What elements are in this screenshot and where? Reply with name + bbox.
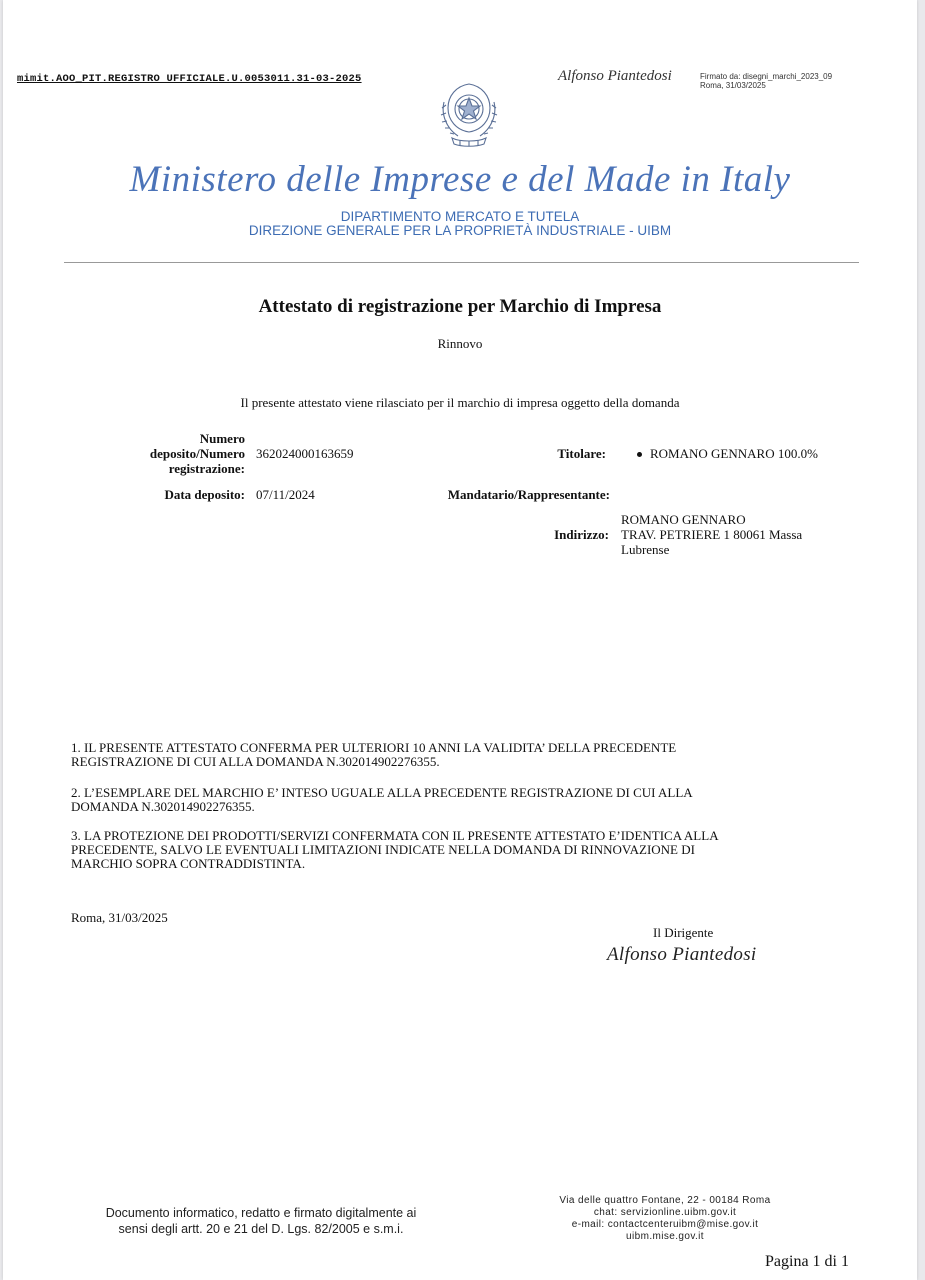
- signed-by-line: Firmato da: disegni_marchi_2023_09: [700, 72, 833, 81]
- titolare-label: Titolare:: [557, 446, 606, 461]
- italian-republic-emblem-icon: [436, 78, 502, 150]
- note-1: [71, 741, 861, 769]
- note-2: [71, 786, 861, 814]
- footer-email: e-mail: contactcenteruibm@mise.gov.it: [571, 1219, 759, 1230]
- bullet-icon: [637, 452, 642, 457]
- note-line: 2. L’ESEMPLARE DEL MARCHIO E’ INTESO UGUALE ALLA PRECEDENTE REGISTRAZIONE DI CUI ALLA: [71, 785, 693, 800]
- footer-contacts: [523, 1195, 807, 1243]
- indirizzo-label: Indirizzo:: [554, 527, 609, 542]
- signed-date-line: Roma, 31/03/2025: [700, 81, 766, 90]
- signature-details: [700, 72, 832, 90]
- footer-line: sensi degli artt. 20 e 21 del D. Lgs. 82/2005 e s.m.i.: [118, 1222, 404, 1236]
- data-deposito-label: Data deposito:: [164, 487, 245, 502]
- digital-signature-name: Alfonso Piantedosi: [558, 68, 672, 84]
- address-line: TRAV. PETRIERE 1 80061 Massa: [621, 527, 803, 542]
- indirizzo-value: [621, 512, 851, 557]
- intro-text: Il presente attestato viene rilasciato per il marchio di impresa oggetto della domanda: [240, 395, 680, 410]
- department-block: [3, 210, 917, 238]
- document-page: [3, 0, 917, 1280]
- numero-label-line: deposito/Numero: [149, 446, 245, 461]
- note-3: [71, 829, 861, 871]
- ministry-name: Ministero delle Imprese e del Made in Italy: [129, 159, 791, 200]
- footer-legal-note: [61, 1205, 461, 1237]
- directorate-name: DIREZIONE GENERALE PER LA PROPRIETÀ INDUSTRIALE - UIBM: [248, 223, 672, 238]
- note-line: 1. IL PRESENTE ATTESTATO CONFERMA PER ULTERIORI 10 ANNI LA VALIDITA’ DELLA PRECEDENTE: [71, 740, 677, 755]
- place-date: Roma, 31/03/2025: [71, 910, 168, 925]
- signer-role: Il Dirigente: [653, 925, 714, 940]
- data-deposito-value: 07/11/2024: [256, 487, 315, 502]
- footer-website: uibm.mise.gov.it: [626, 1231, 704, 1242]
- handwritten-signature: Alfonso Piantedosi: [607, 944, 757, 965]
- address-line: ROMANO GENNARO: [621, 512, 746, 527]
- protocol-number: mimit.AOO_PIT.REGISTRO UFFICIALE.U.0053011.31-03-2025: [17, 73, 362, 85]
- footer-address: Via delle quattro Fontane, 22 - 00184 Roma: [559, 1195, 771, 1206]
- numero-value: 362024000163659: [256, 446, 354, 461]
- page-number: Pagina 1 di 1: [765, 1253, 849, 1270]
- header-divider: [64, 262, 859, 263]
- numero-label: [103, 431, 245, 476]
- titolare-text: ROMANO GENNARO 100.0%: [650, 446, 818, 461]
- address-line: Lubrense: [621, 542, 670, 557]
- titolare-value: [637, 446, 818, 461]
- numero-label-line: registrazione:: [168, 461, 245, 476]
- footer-chat: chat: servizionline.uibm.gov.it: [593, 1207, 737, 1218]
- note-line: PRECEDENTE, SALVO LE EVENTUALI LIMITAZIONI INDICATE NELLA DOMANDA DI RINNOVAZIONE DI: [71, 842, 695, 857]
- footer-line: Documento informatico, redatto e firmato digitalmente ai: [105, 1206, 417, 1220]
- numero-label-line: Numero: [199, 431, 245, 446]
- note-line: 3. LA PROTEZIONE DEI PRODOTTI/SERVIZI CONFERMATA CON IL PRESENTE ATTESTATO E’IDENTICA ALLA: [71, 828, 719, 843]
- document-subtitle: Rinnovo: [437, 336, 483, 351]
- mandatario-label: Mandatario/Rappresentante:: [447, 487, 610, 502]
- note-line: DOMANDA N.302014902276355.: [71, 799, 255, 814]
- department-name: DIPARTIMENTO MERCATO E TUTELA: [340, 209, 580, 224]
- note-line: MARCHIO SOPRA CONTRADDISTINTA.: [71, 856, 306, 871]
- note-line: REGISTRAZIONE DI CUI ALLA DOMANDA N.302014902276355.: [71, 754, 440, 769]
- document-title: Attestato di registrazione per Marchio di Impresa: [258, 296, 662, 317]
